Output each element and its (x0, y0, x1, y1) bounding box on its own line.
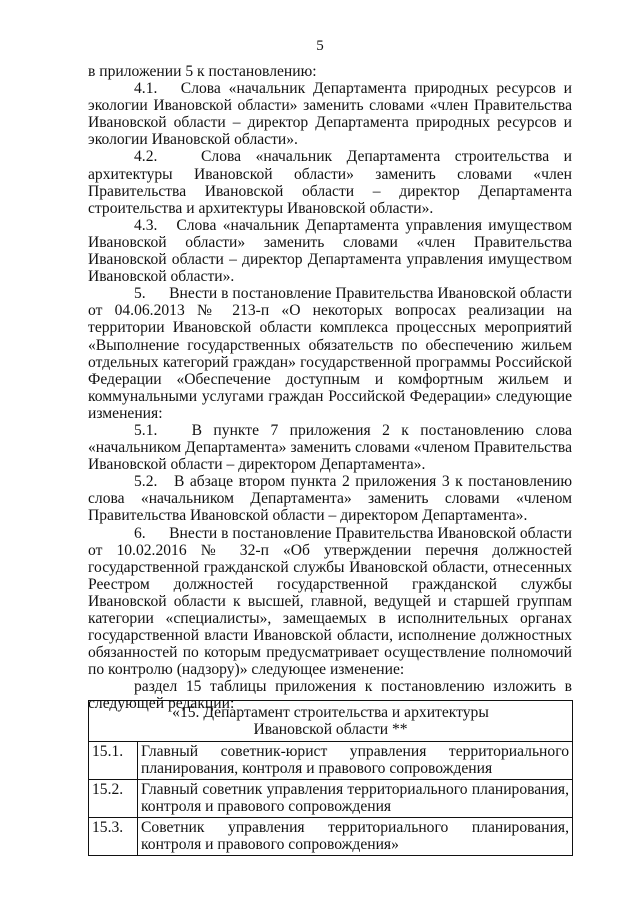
paragraph-5-2: 5.2. В абзаце втором пункта 2 приложения 3 к постановлению слова «начальником Департамента» заменить словами «членом Правительства Ивановской области – директором Департамента». (88, 473, 572, 525)
row-number: 15.3. (89, 818, 138, 856)
table-header-line-2: Ивановской области ** (253, 721, 408, 738)
table-header-row (89, 701, 573, 742)
row-position-title: Советник управления территориального планирования, контроля и правового сопровождения» (138, 818, 573, 856)
paragraph-4-2: 4.2. Слова «начальник Департамента строительства и архитектуры Ивановской области» заменить словами «член Правительства Ивановской области – директор Департамента строительства и архитектуры Ивановской области». (88, 148, 572, 217)
table-row (89, 780, 573, 818)
paragraph-6: 6. Внести в постановление Правительства Ивановской области от 10.02.2016 № 32-п «Об утверждении перечня должностей государственной гражданской службы Ивановской области, отнесенных Реестром должностей государственной гражданской службы Ивановской области к высшей, главной, ведущей и старшей группам категории «специалисты», замещаемых в исполнительных органах государственной власти Ивановской области, исполнение должностных обязанностей по которым предусматривает осуществление полномочий по контролю (надзору)» следующее изменение: (88, 524, 572, 679)
row-position-title: Главный советник управления территориального планирования, контроля и правового сопровождения (138, 780, 573, 818)
table-row (89, 818, 573, 856)
table-row (89, 742, 573, 780)
row-number: 15.1. (89, 742, 138, 780)
document-body (88, 63, 572, 713)
paragraph-section-15-intro: раздел 15 таблицы приложения к постановлению изложить в следующей редакции: (88, 678, 572, 713)
paragraph-5-1: 5.1. В пункте 7 приложения 2 к постановлению слова «начальником Департамента» заменить словами «членом Правительства Ивановской области – директором Департамента». (88, 421, 572, 474)
page-number: 5 (316, 38, 324, 54)
row-position-title: Главный советник-юрист управления территориального планирования, контроля и правового сопровождения (138, 742, 573, 780)
paragraph-continuation: в приложении 5 к постановлению: (88, 63, 317, 80)
table-header-cell (89, 701, 573, 742)
paragraph-5: 5. Внести в постановление Правительства Ивановской области от 04.06.2013 № 213-п «О некоторых вопросах реализации на территории Ивановской области комплекса процессных мероприятий «Выполнение государственных обязательств по обеспечению жильем отдельных категорий граждан» государственной программы Российской Федерации «Обеспечение доступным и комфортным жильем и коммунальными услугами граждан Российской Федерации» следующие изменения: (88, 285, 572, 422)
table-header-line-1: «15. Департамент строительства и архитектуры (172, 704, 489, 721)
paragraph-4-1: 4.1. Слова «начальник Департамента природных ресурсов и экологии Ивановской области» заменить словами «член Правительства Ивановской области – директор Департамента природных ресурсов и экологии Ивановской области». (88, 80, 572, 149)
row-number: 15.2. (89, 780, 138, 818)
positions-table (88, 700, 573, 856)
paragraph-4-3: 4.3. Слова «начальник Департамента управления имуществом Ивановской области» заменить словами «член Правительства Ивановской области – директор Департамента управления имуществом Ивановской области». (88, 216, 572, 286)
